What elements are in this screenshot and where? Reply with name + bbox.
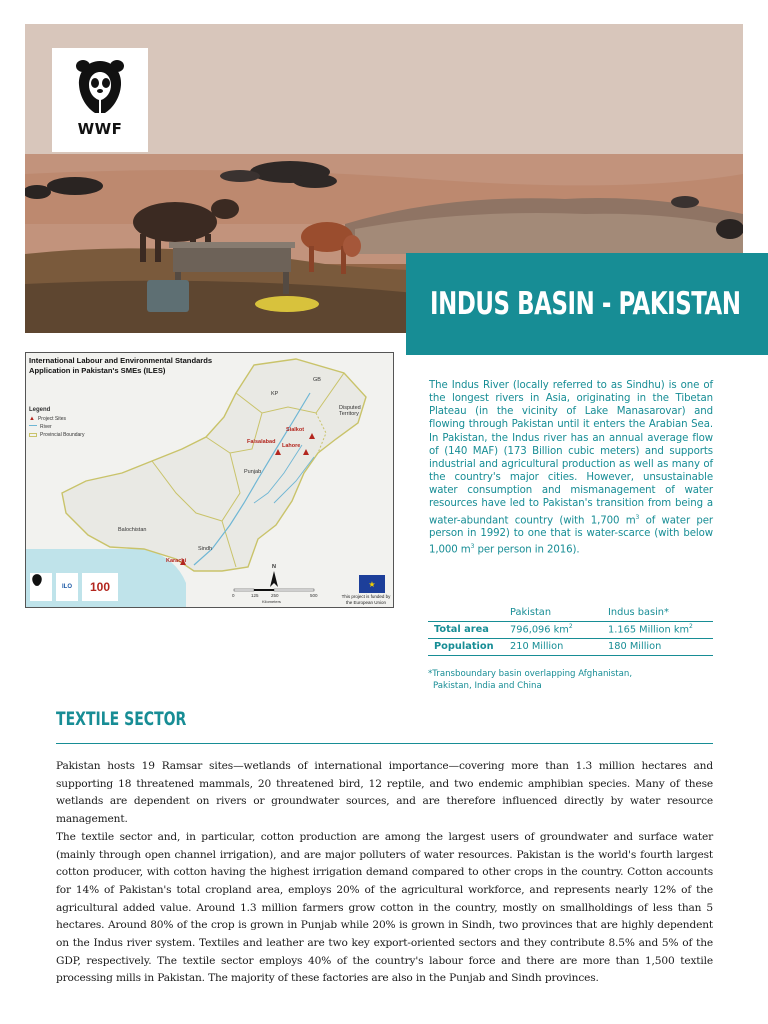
body-paragraph: The textile sector and, in particular, cotton production are among the largest users of groundwater and surface water (mainly through open channel irrigation), and are major polluters of water resources. Pakistan is the world's fourth largest cotton producer, with cotton having the highest irrigation demand compared to other crops in the country. Cotton accounts for 14% of Pakistan's total cropland area, employs 20% of the agricultural workforce, and represents nearly 12% of the agricultural added value. Around 1.3 million farmers grow cotton in the country, mostly on smallholdings of less than 5 hectares. Around 80% of the crop is grown in Punjab while 20% is grown in Sindh, two provinces that are highly dependent on the Indus river system. Textiles and leather are two key export-oriented sectors and they contribute 8.5% and 5% of the GDP, respectively. The textile sector employs 40% of the country's labour force and there are more than 1,500 textile processing mills in Pakistan. The majority of these factories are also in the Punjab and Sindh provinces. xyxy=(56,830,713,985)
region-label: KP xyxy=(271,391,279,397)
table-footnote: *Transboundary basin overlapping Afghanistan, Pakistan, India and China xyxy=(428,669,633,691)
column-header: Indus basin* xyxy=(608,606,669,618)
region-label: Punjab xyxy=(244,469,262,475)
city-label: Sialkot xyxy=(286,427,305,433)
river-swatch-icon xyxy=(29,425,37,429)
legend-item: River xyxy=(29,423,84,431)
wwf-mini-logo xyxy=(30,573,52,601)
column-header: Pakistan xyxy=(510,606,552,618)
row-label: Population xyxy=(434,641,494,652)
row-label: Total area xyxy=(434,624,489,635)
table-row xyxy=(428,621,713,638)
legend-item: ▲ Project Sites xyxy=(29,416,67,422)
section-body xyxy=(56,758,713,988)
city-label: Faisalabad xyxy=(247,439,276,445)
legend-item: Provincial Boundary xyxy=(29,431,84,439)
legend-title: Legend xyxy=(29,407,51,413)
title-banner xyxy=(406,253,768,355)
region-label: Sindh xyxy=(198,546,213,552)
table-header-row xyxy=(428,604,713,621)
north-label: N xyxy=(272,564,276,570)
scale-tick: 500 xyxy=(310,593,318,598)
scale-unit: Kilometers xyxy=(262,599,281,604)
region-label: GB xyxy=(313,377,321,383)
body-paragraph: Pakistan hosts 19 Ramsar sites—wetlands of international importance—covering more than 1.3 million hectares and supporting 18 threatened mammals, 20 threatened bird, 12 reptile, and two endemic amphibian species. Many of these wetlands are dependent on rivers or groundwater sources, and are therefore influenced directly by water resource management. xyxy=(56,760,713,826)
section-title: TEXTILE SECTOR xyxy=(56,708,187,730)
city-label: Karachi xyxy=(166,558,187,564)
section-divider xyxy=(56,743,713,744)
scale-tick: 250 xyxy=(271,593,279,598)
page-title: INDUS BASIN - PAKISTAN xyxy=(430,286,741,322)
partner-logos xyxy=(30,573,118,601)
scale-tick: 0 xyxy=(232,593,235,598)
ilo-centenary-logo: 100 xyxy=(82,573,118,601)
table-cell: 210 Million xyxy=(510,641,564,652)
table-cell: 796,096 $km^2$ xyxy=(510,623,573,636)
project-site-icon: ▲ xyxy=(29,416,35,422)
table-cell: 180 Million xyxy=(608,641,662,652)
basin-stats-table xyxy=(428,604,713,656)
eu-flag-icon: ★ xyxy=(359,575,385,593)
map-legend xyxy=(29,407,84,439)
ilo-logo: ILO xyxy=(56,573,78,601)
wwf-logo xyxy=(52,48,148,152)
boundary-swatch-icon xyxy=(29,433,37,437)
scale-tick: 125 xyxy=(251,593,259,598)
project-map xyxy=(25,352,394,608)
wwf-logo-text: WWF xyxy=(77,120,123,138)
city-label: Lahore xyxy=(282,443,301,449)
column-header xyxy=(428,604,504,621)
table-row xyxy=(428,638,713,655)
panda-logo-icon xyxy=(30,573,44,587)
region-label: Disputed Territory xyxy=(339,405,361,417)
panda-logo-icon xyxy=(69,56,131,118)
pakistan-map-illustration xyxy=(26,353,394,608)
eu-caption: This project is funded by the European Union xyxy=(341,594,391,605)
region-label: Balochistan xyxy=(118,527,147,533)
map-title: International Labour and Environmental Standards Application in Pakistan's SMEs (ILES) xyxy=(29,356,213,375)
intro-paragraph: The Indus River (locally referred to as Sindhu) is one of the longest rivers in Asia, originating in the Tibetan Plateau (in the vicinity of Lake Manasarovar) and flowing through Pakistan until it enters the Arabian Sea. In Pakistan, the Indus river has an annual average flow of (140 MAF) (173 Billion cubic meters) and supports industrial and agricultural production as well as many of the country's major cities. However, unsustainable water consumption and mismanagement of water resources have led to Pakistan's transition from being a water-abundant country (with 1,700 $m^3$ of water per person in 1992) to one that is water-scarce (with below 1,000 $m^3$ per person in 2016). xyxy=(429,380,713,556)
table-cell: 1.165 Million $km^2$ xyxy=(608,623,693,636)
